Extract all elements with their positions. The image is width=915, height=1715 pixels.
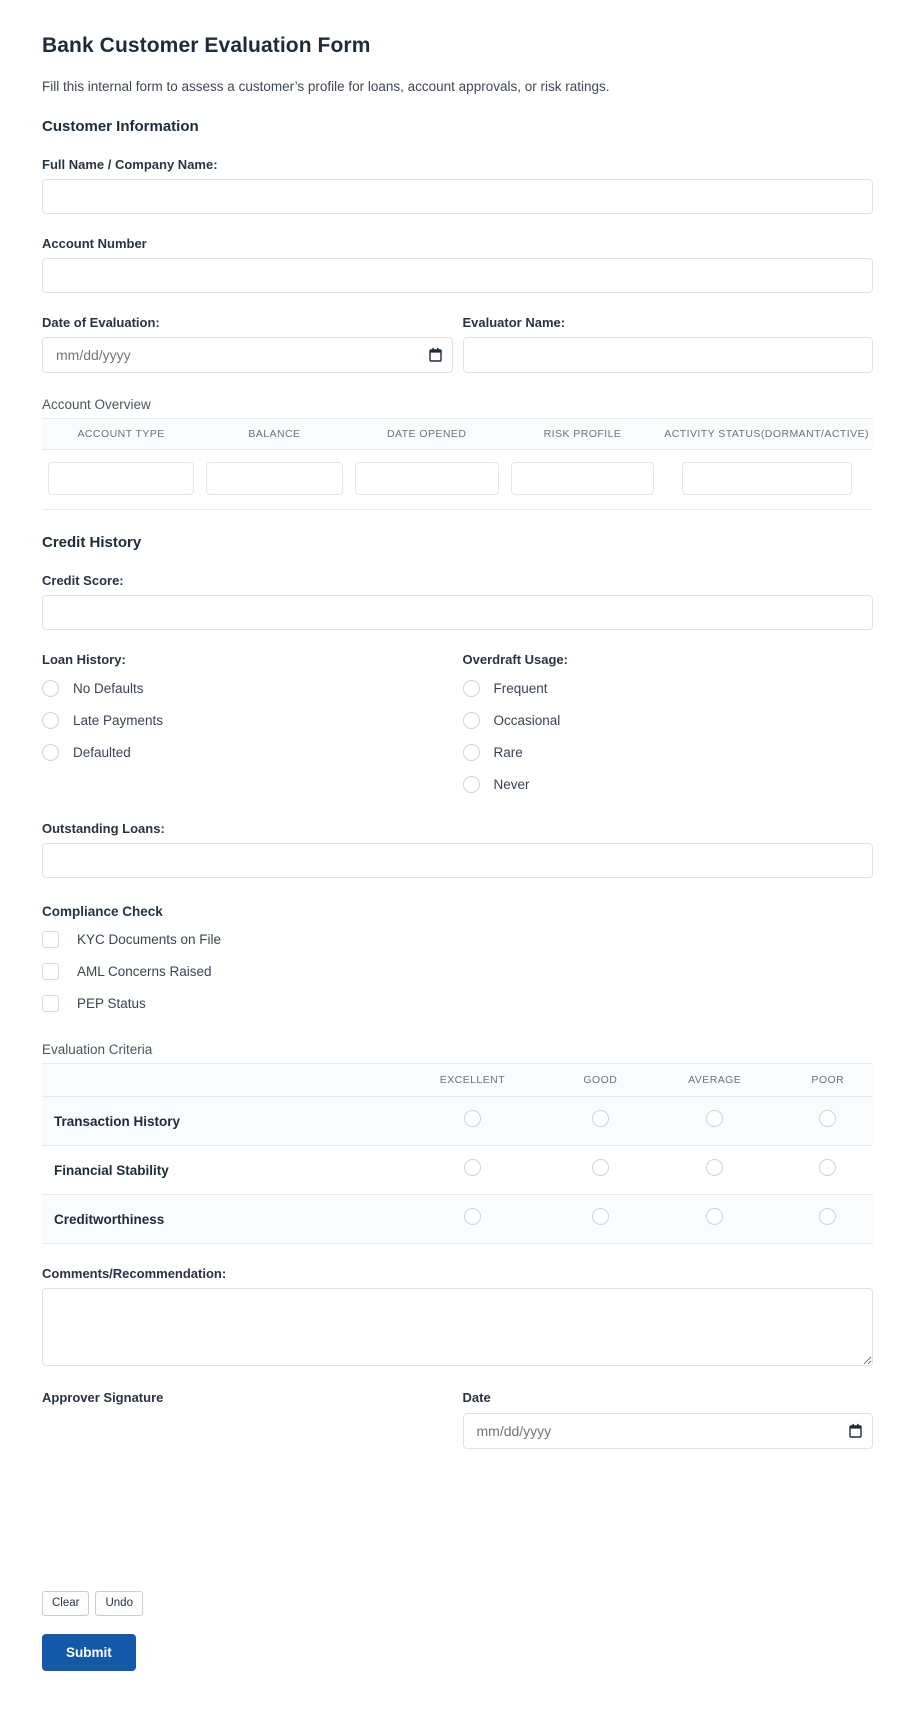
- radio-label: Occasional: [493, 713, 561, 728]
- cell-account-type: [42, 450, 200, 510]
- radio-option-occasional[interactable]: [463, 706, 874, 735]
- radio-icon[interactable]: [463, 680, 480, 697]
- radio-label: Rare: [493, 745, 523, 760]
- compliance-check-heading: Compliance Check: [42, 904, 163, 919]
- overdraft-usage-radio-group: [463, 674, 874, 799]
- evaluator-name-group: [463, 293, 874, 373]
- compliance-check-group: [42, 925, 873, 1018]
- column-header-risk-profile: RISK PROFILE: [505, 419, 661, 450]
- radio-icon[interactable]: [706, 1159, 723, 1176]
- checkbox-label: AML Concerns Raised: [77, 964, 212, 979]
- radio-icon[interactable]: [464, 1159, 481, 1176]
- radio-option-never[interactable]: [463, 770, 874, 799]
- cell-risk-profile: [505, 450, 661, 510]
- credit-score-input[interactable]: [42, 595, 873, 630]
- section-heading-customer-information: Customer Information: [42, 118, 199, 135]
- checkbox-icon[interactable]: [42, 931, 59, 948]
- evaluation-criteria-label: Evaluation Criteria: [42, 1042, 153, 1057]
- rating-cell-good[interactable]: [554, 1146, 647, 1195]
- radio-option-frequent[interactable]: [463, 674, 874, 703]
- table-row: [42, 1195, 873, 1244]
- rating-cell-poor[interactable]: [783, 1195, 873, 1244]
- rating-cell-good[interactable]: [554, 1097, 647, 1146]
- date-of-evaluation-input[interactable]: [42, 337, 453, 373]
- criterion-label: Creditworthiness: [42, 1195, 391, 1244]
- cell-balance: [200, 450, 349, 510]
- submit-button[interactable]: Submit: [42, 1634, 136, 1671]
- checkbox-option-aml-concerns-raised[interactable]: [42, 957, 873, 986]
- account-number-input[interactable]: [42, 258, 873, 293]
- rating-cell-average[interactable]: [647, 1146, 783, 1195]
- criterion-label: Transaction History: [42, 1097, 391, 1146]
- table-row: [42, 450, 873, 510]
- radio-icon[interactable]: [592, 1159, 609, 1176]
- evaluator-name-label: Evaluator Name:: [462, 315, 566, 330]
- rating-cell-good[interactable]: [554, 1195, 647, 1244]
- account-overview-table: [42, 418, 873, 510]
- loan-history-group: [42, 630, 453, 799]
- approver-signature-group: [42, 1390, 453, 1459]
- rating-cell-poor[interactable]: [783, 1146, 873, 1195]
- criterion-label: Financial Stability: [42, 1146, 391, 1195]
- radio-icon[interactable]: [463, 744, 480, 761]
- rating-cell-excellent[interactable]: [391, 1146, 554, 1195]
- radio-option-no-defaults[interactable]: [42, 674, 453, 703]
- radio-label: Late Payments: [73, 713, 164, 728]
- full-name-input[interactable]: [42, 179, 873, 214]
- page-title: Bank Customer Evaluation Form: [42, 34, 371, 57]
- account-type-input[interactable]: [48, 462, 194, 495]
- radio-icon[interactable]: [42, 680, 59, 697]
- checkbox-icon[interactable]: [42, 963, 59, 980]
- signature-pad[interactable]: [42, 1413, 453, 1459]
- signature-date-input[interactable]: [463, 1413, 874, 1449]
- column-header-excellent: EXCELLENT: [391, 1064, 554, 1097]
- approver-signature-label: Approver Signature: [42, 1390, 164, 1405]
- overdraft-usage-group: [463, 630, 874, 799]
- form-subtitle: Fill this internal form to assess a customer’s profile for loans, account approvals, or risk ratings.: [42, 79, 610, 94]
- radio-option-rare[interactable]: [463, 738, 874, 767]
- date-of-evaluation-label: Date of Evaluation:: [42, 315, 160, 330]
- account-overview-label: Account Overview: [42, 397, 151, 412]
- overdraft-usage-label: Overdraft Usage:: [462, 652, 568, 667]
- evaluation-criteria-table: [42, 1063, 873, 1244]
- checkbox-label: KYC Documents on File: [77, 932, 222, 947]
- cell-activity-status: [660, 450, 873, 510]
- radio-icon[interactable]: [42, 744, 59, 761]
- activity-status-input[interactable]: [682, 462, 852, 495]
- risk-profile-input[interactable]: [511, 462, 655, 495]
- checkbox-label: PEP Status: [77, 996, 146, 1011]
- rating-cell-excellent[interactable]: [391, 1195, 554, 1244]
- date-opened-input[interactable]: [355, 462, 499, 495]
- clear-button[interactable]: Clear: [42, 1591, 89, 1616]
- column-header-criterion: [42, 1064, 391, 1097]
- balance-input[interactable]: [206, 462, 343, 495]
- column-header-account-type: ACCOUNT TYPE: [42, 419, 200, 450]
- radio-icon[interactable]: [592, 1208, 609, 1225]
- radio-icon[interactable]: [819, 1159, 836, 1176]
- radio-label: Never: [493, 777, 530, 792]
- credit-score-label: Credit Score:: [42, 573, 124, 588]
- radio-option-defaulted[interactable]: [42, 738, 453, 767]
- rating-cell-average[interactable]: [647, 1097, 783, 1146]
- radio-icon[interactable]: [819, 1110, 836, 1127]
- table-row: [42, 1097, 873, 1146]
- radio-icon[interactable]: [464, 1208, 481, 1225]
- checkbox-option-pep-status[interactable]: [42, 989, 873, 1018]
- radio-icon[interactable]: [706, 1208, 723, 1225]
- column-header-average: AVERAGE: [647, 1064, 783, 1097]
- comments-label: Comments/Recommendation:: [42, 1266, 227, 1281]
- column-header-date-opened: DATE OPENED: [349, 419, 505, 450]
- signature-date-label: Date: [462, 1390, 491, 1405]
- radio-icon[interactable]: [592, 1110, 609, 1127]
- signature-date-group: [463, 1390, 874, 1459]
- signature-action-buttons: [42, 1591, 873, 1616]
- radio-icon[interactable]: [463, 776, 480, 793]
- radio-icon[interactable]: [464, 1110, 481, 1127]
- radio-label: Defaulted: [73, 745, 131, 760]
- loan-history-radio-group: [42, 674, 453, 767]
- radio-icon[interactable]: [706, 1110, 723, 1127]
- loan-history-label: Loan History:: [42, 652, 126, 667]
- column-header-poor: POOR: [783, 1064, 873, 1097]
- outstanding-loans-input[interactable]: [42, 843, 873, 878]
- radio-icon[interactable]: [463, 712, 480, 729]
- rating-cell-excellent[interactable]: [391, 1097, 554, 1146]
- radio-label: Frequent: [493, 681, 548, 696]
- comments-textarea[interactable]: [42, 1288, 873, 1366]
- section-heading-credit-history: Credit History: [42, 534, 142, 551]
- full-name-label: Full Name / Company Name:: [42, 157, 218, 172]
- column-header-balance: BALANCE: [200, 419, 349, 450]
- rating-cell-average[interactable]: [647, 1195, 783, 1244]
- rating-cell-poor[interactable]: [783, 1097, 873, 1146]
- checkbox-icon[interactable]: [42, 995, 59, 1012]
- cell-date-opened: [349, 450, 505, 510]
- column-header-good: GOOD: [554, 1064, 647, 1097]
- table-header-row: [42, 1064, 873, 1097]
- evaluator-name-input[interactable]: [463, 337, 874, 373]
- radio-icon[interactable]: [819, 1208, 836, 1225]
- column-header-activity-status: ACTIVITY STATUS(DORMANT/ACTIVE): [660, 419, 873, 450]
- radio-option-late-payments[interactable]: [42, 706, 453, 735]
- table-row: [42, 1146, 873, 1195]
- table-header-row: [42, 419, 873, 450]
- undo-button[interactable]: Undo: [95, 1591, 143, 1616]
- account-number-label: Account Number: [42, 236, 147, 251]
- radio-label: No Defaults: [73, 681, 144, 696]
- outstanding-loans-label: Outstanding Loans:: [42, 821, 165, 836]
- date-of-evaluation-group: [42, 293, 453, 373]
- radio-icon[interactable]: [42, 712, 59, 729]
- checkbox-option-kyc-documents-on-file[interactable]: [42, 925, 873, 954]
